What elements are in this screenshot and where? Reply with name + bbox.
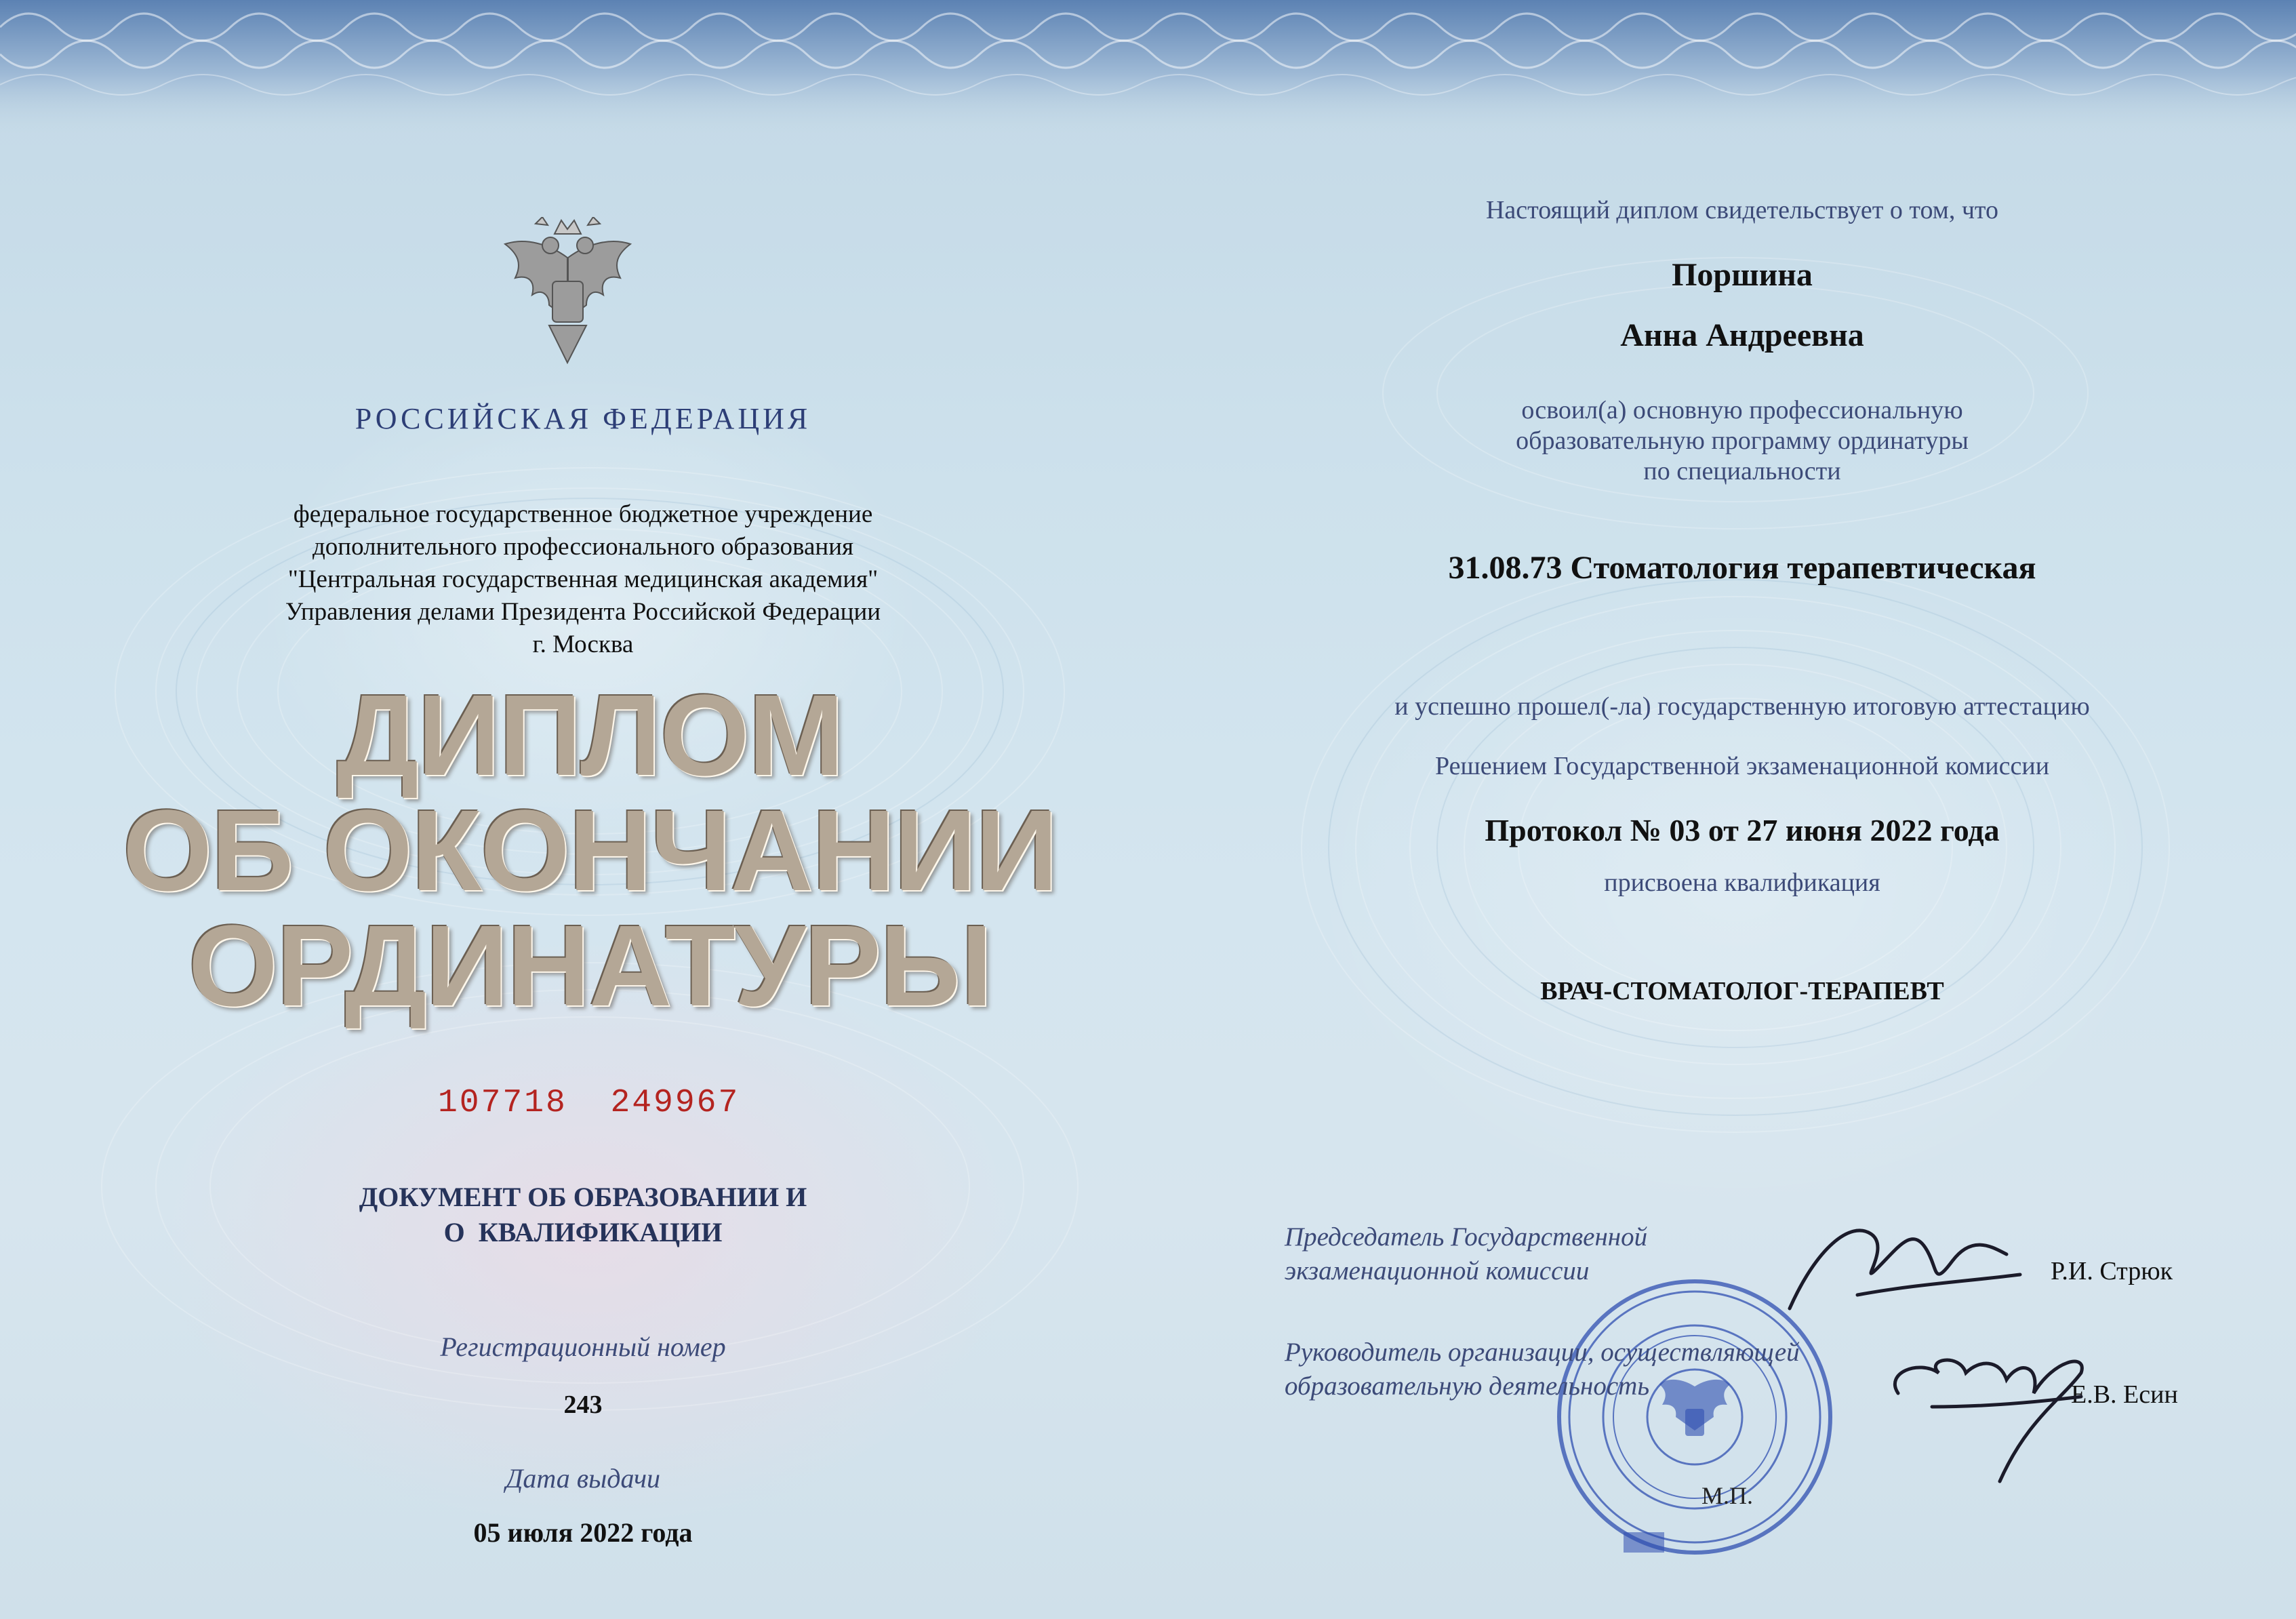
issue-date: 05 июля 2022 года [473, 1517, 693, 1548]
institution-line: "Центральная государственная медицинская академия" [287, 565, 879, 593]
organization-head-name: Е.В. Есин [2071, 1380, 2178, 1409]
program-line: освоил(а) основную профессиональную [1521, 396, 1963, 424]
attestation-text: и успешно прошел(-ла) государственную итоговую аттестацию [1394, 692, 2090, 721]
graduate-surname: Поршина [1672, 257, 1813, 293]
commission-decision: Решением Государственной экзаменационной комиссии [1434, 752, 2050, 780]
document-type [230, 1180, 935, 1250]
registration-number-label: Регистрационный номер [440, 1332, 726, 1362]
coat-of-arms-emblem [495, 217, 641, 369]
seal-place-label: М.П. [1701, 1482, 1754, 1509]
institution-city: г. Москва [532, 631, 634, 658]
institution-line: дополнительного профессионального образования [312, 533, 854, 561]
head-title-line: Руководитель организации, осуществляющей [1285, 1338, 1800, 1367]
country-label: РОССИЙСКАЯ ФЕДЕРАЦИЯ [355, 402, 811, 435]
commission-chair-name: Р.И. Стрюк [2051, 1257, 2173, 1285]
guilloche-top-border [0, 0, 2296, 136]
title-line: ОРДИНАТУРЫ [188, 902, 992, 1031]
organization-head-title [1285, 1336, 1895, 1403]
issue-date-label: Дата выдачи [505, 1463, 661, 1494]
program-line: по специальности [1643, 457, 1841, 485]
chair-title-line: Председатель Государственной [1285, 1222, 1648, 1252]
document-type-line: ДОКУМЕНТ ОБ ОБРАЗОВАНИИ И [359, 1182, 807, 1212]
title-line: ДИПЛОМ [336, 671, 843, 800]
qualification: ВРАЧ-СТОМАТОЛОГ-ТЕРАПЕВТ [1540, 977, 1944, 1005]
registration-number: 243 [563, 1391, 603, 1419]
program-description [1329, 395, 2156, 487]
qualification-label: присвоена квалификация [1604, 868, 1880, 897]
graduate-given-names: Анна Андреевна [1620, 317, 1864, 353]
certifies-text: Настоящий диплом свидетельствует о том, что [1485, 196, 1999, 224]
chair-title-line: экзаменационной комиссии [1285, 1256, 1590, 1285]
institution-line: Управления делами Президента Российской Федерации [285, 598, 881, 626]
serial-number: 107718 249967 [438, 1085, 740, 1121]
specialty: 31.08.73 Стоматология терапевтическая [1448, 550, 2036, 586]
protocol: Протокол № 03 от 27 июня 2022 года [1485, 813, 2000, 847]
document-type-line: О КВАЛИФИКАЦИИ [443, 1217, 723, 1247]
institution-line: федеральное государственное бюджетное учреждение [293, 500, 873, 528]
chair-signature [1776, 1207, 2034, 1322]
program-line: образовательную программу ординатуры [1516, 426, 1969, 455]
title-line: ОБ ОКОНЧАНИИ [122, 786, 1057, 915]
diploma-title [108, 671, 1071, 1031]
head-title-line: образовательную деятельность [1285, 1372, 1650, 1401]
institution-name [203, 498, 963, 661]
head-signature [1878, 1332, 2101, 1488]
